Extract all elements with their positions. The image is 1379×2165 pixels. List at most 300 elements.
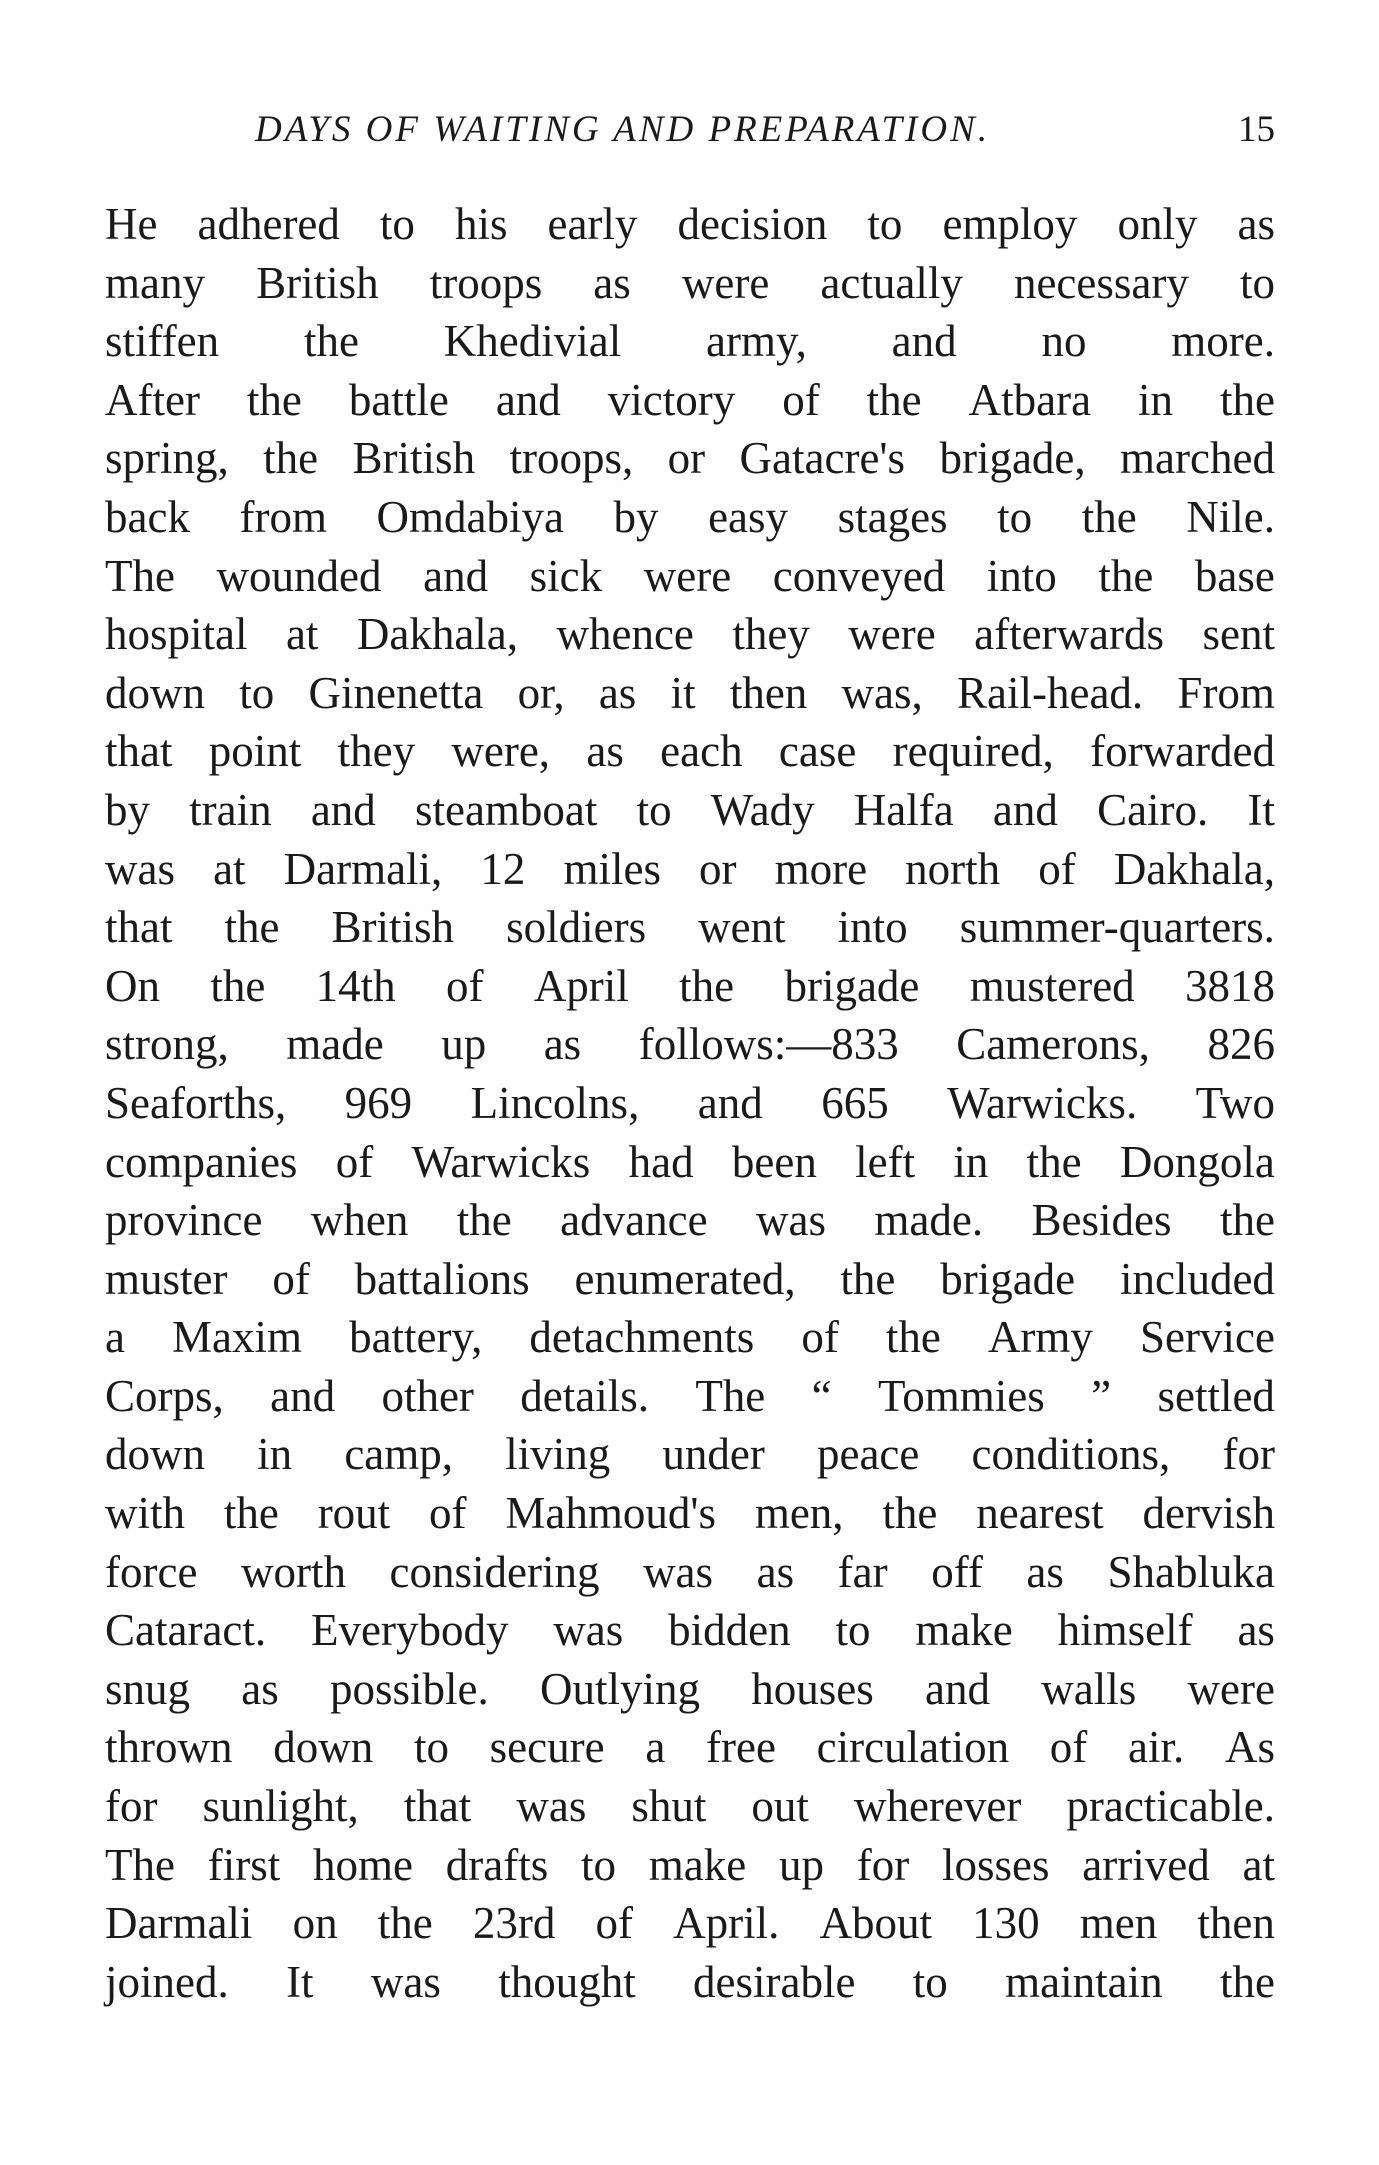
text-line [105,1953,1275,2012]
text-line [105,429,1275,488]
word: and [697,1077,763,1128]
word: off [931,1546,983,1597]
word: the [885,1312,941,1363]
word: the [223,1488,279,1539]
word: 3818 [1185,960,1275,1011]
word: down [273,1722,374,1773]
word: 665 [821,1077,889,1128]
word: home [313,1839,413,1890]
word: employ [942,199,1078,249]
word: in [953,1136,989,1187]
word: the [1220,374,1275,425]
word: many [105,257,205,308]
word: made [286,1019,384,1070]
word: Maxim [172,1312,303,1363]
word: to [867,199,903,249]
word: practicable. [1066,1781,1275,1832]
word: whence [556,609,694,660]
word: 23rd [472,1898,556,1949]
word: were [643,550,732,601]
word: to [636,784,672,835]
word: that [105,902,173,953]
word: the [1098,550,1154,601]
text-line [105,1191,1275,1250]
word: as [241,1663,279,1714]
word: British [256,257,379,308]
word: then [729,667,808,718]
word: by [613,491,659,542]
word: Omdabiya [376,491,564,542]
word: early [547,199,638,249]
text-line [105,312,1275,371]
word: men [1079,1898,1158,1949]
word: companies [105,1136,298,1187]
word: troops, [509,433,634,484]
word: brigade [784,960,920,1011]
word: conditions, [971,1429,1171,1480]
word: required, [892,726,1054,777]
word: camp, [344,1429,454,1480]
word: stages [837,491,948,542]
word: the [1219,1195,1275,1246]
word: adhered [197,199,340,249]
word: by [105,784,150,835]
word: enumerated, [574,1253,796,1304]
word: more [774,843,868,894]
word: April [533,960,629,1011]
word: Warwicks [411,1136,591,1187]
text-line [105,547,1275,606]
word: Outlying [540,1663,701,1714]
word: and [270,1370,336,1421]
word: worth [240,1546,346,1597]
word: losses [942,1839,1050,1890]
word: included [1119,1253,1275,1304]
word: into [986,550,1057,601]
word: The [105,550,175,601]
text-line [105,1543,1275,1602]
word: of [801,1312,839,1363]
word: bidden [668,1605,791,1656]
word: the [246,374,302,425]
word: ” [1091,1370,1112,1421]
word: at [285,609,319,660]
word: was [643,1546,714,1597]
word: in [1138,374,1174,425]
word: up [441,1019,487,1070]
word: in [257,1429,293,1480]
word: battery, [349,1312,483,1363]
text-line [105,781,1275,840]
word: with [105,1488,186,1539]
word: Gatacre's [739,433,906,484]
word: at [1242,1839,1275,1890]
word: Corps, [105,1370,224,1421]
word: necessary [1013,257,1189,308]
word: as [1237,1605,1275,1656]
word: the [840,1253,896,1304]
text-line [105,1777,1275,1836]
word: brigade [940,1253,1076,1304]
word: British [331,902,455,953]
text-line [105,898,1275,957]
word: secure [489,1722,605,1773]
word: was [105,843,175,894]
text-line [105,1836,1275,1895]
text-line [105,1308,1275,1367]
word: as [598,667,637,718]
word: more. [1171,316,1275,367]
word: joined. [105,1956,229,2007]
text-line [105,371,1275,430]
word: 130 [972,1898,1040,1949]
word: as [543,1019,582,1070]
word: “ [811,1370,832,1421]
word: Mahmoud's [505,1488,716,1539]
word: sent [1202,609,1275,660]
word: About [819,1898,933,1949]
word: detachments [529,1312,755,1363]
word: Wady [710,784,815,835]
word: they [732,609,810,660]
word: Shabluka [1107,1546,1275,1597]
word: 826 [1207,1019,1275,1070]
word: thrown [105,1722,233,1773]
word: went [698,902,786,953]
word: of [335,1136,374,1187]
text-line [105,1074,1275,1133]
word: rout [317,1488,391,1539]
word: army, [706,316,807,367]
word: As [1224,1722,1275,1773]
word: Darmali [105,1898,253,1949]
word: that [105,726,173,777]
word: only [1117,199,1198,249]
word: that [403,1781,472,1832]
word: free [706,1722,776,1773]
word: 14th [315,960,396,1011]
text-line [105,1601,1275,1660]
word: as [756,1546,795,1597]
word: The [695,1370,766,1421]
word: made. [874,1195,984,1246]
word: the [263,433,319,484]
word: possible. [330,1663,489,1714]
word: Halfa [853,784,954,835]
word: wherever [853,1781,1022,1832]
word: arrived [1082,1839,1210,1890]
word: easy [708,491,789,542]
word: it [670,667,696,718]
text-line [105,1894,1275,1953]
word: the [1219,1956,1275,2007]
word: follows:—833 [638,1019,899,1070]
word: Besides [1031,1195,1172,1246]
word: the [303,316,359,367]
word: to [1239,257,1275,308]
word: were [1187,1663,1275,1714]
text-line [105,195,1275,254]
word: to [912,1956,948,2007]
word: Nile. [1186,491,1275,542]
word: into [837,902,908,953]
word: to [239,667,275,718]
word: From [1177,667,1275,718]
word: back [105,491,190,542]
word: Ginenetta [308,667,484,718]
text-line [105,1718,1275,1777]
word: north [905,843,1001,894]
word: to [413,1722,449,1773]
word: battle [348,374,449,425]
word: troops [429,257,543,308]
word: men, [754,1488,844,1539]
word: of [1049,1722,1088,1773]
word: the [377,1898,433,1949]
word: case [778,726,857,777]
word: the [1081,491,1137,542]
word: drafts [445,1839,549,1890]
word: actually [820,257,963,308]
word: steamboat [414,784,598,835]
word: each [660,726,743,777]
word: summer-quarters. [959,902,1275,953]
word: He [105,199,158,249]
word: force [105,1546,198,1597]
word: miles [563,843,661,894]
word: out [751,1781,809,1832]
word: on [292,1898,338,1949]
word: as [1237,199,1275,249]
word: the [679,960,735,1011]
word: and [423,550,489,601]
text-line [105,605,1275,664]
word: the [224,902,280,953]
text-line [105,488,1275,547]
word: strong, [105,1019,229,1070]
word: conveyed [772,550,946,601]
word: of [595,1898,633,1949]
word: as [586,726,624,777]
word: down [105,667,205,718]
word: of [1038,843,1076,894]
word: desirable [693,1956,856,2007]
text-line [105,957,1275,1016]
word: living [505,1429,611,1480]
word: muster [105,1253,228,1304]
word: of [429,1488,467,1539]
running-title: DAYS OF WAITING AND PREPARATION. [255,109,991,150]
word: settled [1157,1370,1275,1421]
word: air. [1128,1722,1185,1773]
word: were [681,257,770,308]
word: 969 [344,1077,413,1128]
text-line [105,1484,1275,1543]
word: up [778,1839,824,1890]
word: his [454,199,508,249]
word: other [381,1370,474,1421]
word: afterwards [974,609,1165,660]
word: Everybody [311,1605,509,1656]
word: of [782,374,820,425]
word: Service [1139,1312,1275,1363]
word: they [337,726,416,777]
word: nearest [976,1488,1104,1539]
word: a [105,1312,125,1363]
word: considering [389,1546,600,1597]
word: snug [105,1663,191,1714]
word: dervish [1142,1488,1275,1539]
word: soldiers [506,902,647,953]
word: shut [631,1781,707,1832]
word: and [495,374,561,425]
word: far [837,1546,888,1597]
word: Army [987,1312,1093,1363]
word: After [105,374,200,425]
word: make [648,1839,747,1890]
word: brigade, [939,433,1086,484]
word: a [645,1722,666,1773]
word: thought [498,1956,636,2007]
word: maintain [1005,1956,1163,2007]
word: It [1247,784,1275,835]
word: Cataract. [105,1605,267,1656]
word: or [699,843,737,894]
word: was [756,1195,826,1246]
text-line [105,254,1275,313]
word: It [286,1956,314,2007]
word: for [856,1839,910,1890]
word: was [553,1605,624,1656]
word: spring, [105,433,229,484]
word: The [105,1839,175,1890]
word: point [208,726,302,777]
word: victory [607,374,736,425]
word: British [352,433,476,484]
word: had [628,1136,694,1187]
word: Warwicks. [947,1077,1138,1128]
word: under [662,1429,765,1480]
word: then [1197,1898,1275,1949]
word: On [105,960,160,1011]
text-line [105,1425,1275,1484]
word: down [105,1429,205,1480]
word: when [310,1195,409,1246]
word: sick [529,550,603,601]
word: at [213,843,246,894]
word: or, [517,667,565,718]
word: first [207,1839,281,1890]
word: was, [841,667,923,718]
word: from [239,491,327,542]
word: Darmali, [283,843,443,894]
word: for [105,1781,158,1832]
word: forwarded [1090,726,1275,777]
word: and [992,784,1058,835]
word: hospital [105,609,248,660]
word: houses [751,1663,874,1714]
word: or [667,433,706,484]
word: Dakhala, [356,609,519,660]
word: to [580,1839,616,1890]
word: stiffen [105,316,220,367]
word: base [1194,550,1275,601]
word: to [835,1605,871,1656]
word: was [370,1956,441,2007]
word: were [848,609,936,660]
text-line [105,840,1275,899]
word: no [1041,316,1087,367]
word: Camerons, [956,1019,1150,1070]
running-head [105,108,1275,158]
word: as [593,257,631,308]
word: sunlight, [202,1781,359,1832]
word: left [855,1136,916,1187]
text-line [105,1250,1275,1309]
word: the [1026,1136,1082,1187]
word: advance [560,1195,708,1246]
word: Cairo. [1097,784,1209,835]
text-line [105,664,1275,723]
word: and [310,784,376,835]
word: of [272,1253,310,1304]
word: Tommies [877,1370,1045,1421]
word: Rail-head. [957,667,1144,718]
word: 12 [480,843,526,894]
word: was [516,1781,587,1832]
word: Seaforths, [105,1077,287,1128]
word: to [997,491,1033,542]
word: to [379,199,415,249]
word: Khedivial [443,316,622,367]
word: peace [816,1429,920,1480]
word: make [915,1605,1013,1656]
word: details. [520,1370,649,1421]
word: province [105,1195,263,1246]
text-line [105,722,1275,781]
word: and [925,1663,991,1714]
word: the [866,374,922,425]
word: Two [1195,1077,1275,1128]
word: the [210,960,266,1011]
word: for [1222,1429,1275,1480]
word: been [731,1136,817,1187]
word: and [891,316,957,367]
text-line [105,1015,1275,1074]
word: wounded [216,550,382,601]
text-line [105,1367,1275,1426]
word: Atbara [968,374,1092,425]
text-line [105,1660,1275,1719]
word: the [882,1488,938,1539]
page-number: 15 [1238,109,1275,150]
word: himself [1057,1605,1193,1656]
word: the [456,1195,512,1246]
word: mustered [969,960,1135,1011]
word: Dongola [1119,1136,1275,1187]
word: circulation [816,1722,1010,1773]
word: of [445,960,484,1011]
body-text [105,195,1275,2011]
word: as [1026,1546,1064,1597]
word: walls [1041,1663,1137,1714]
word: Dakhala, [1113,843,1275,894]
word: train [189,784,272,835]
word: April. [673,1898,780,1949]
text-line [105,1133,1275,1192]
word: battalions [354,1253,530,1304]
word: marched [1120,433,1275,484]
